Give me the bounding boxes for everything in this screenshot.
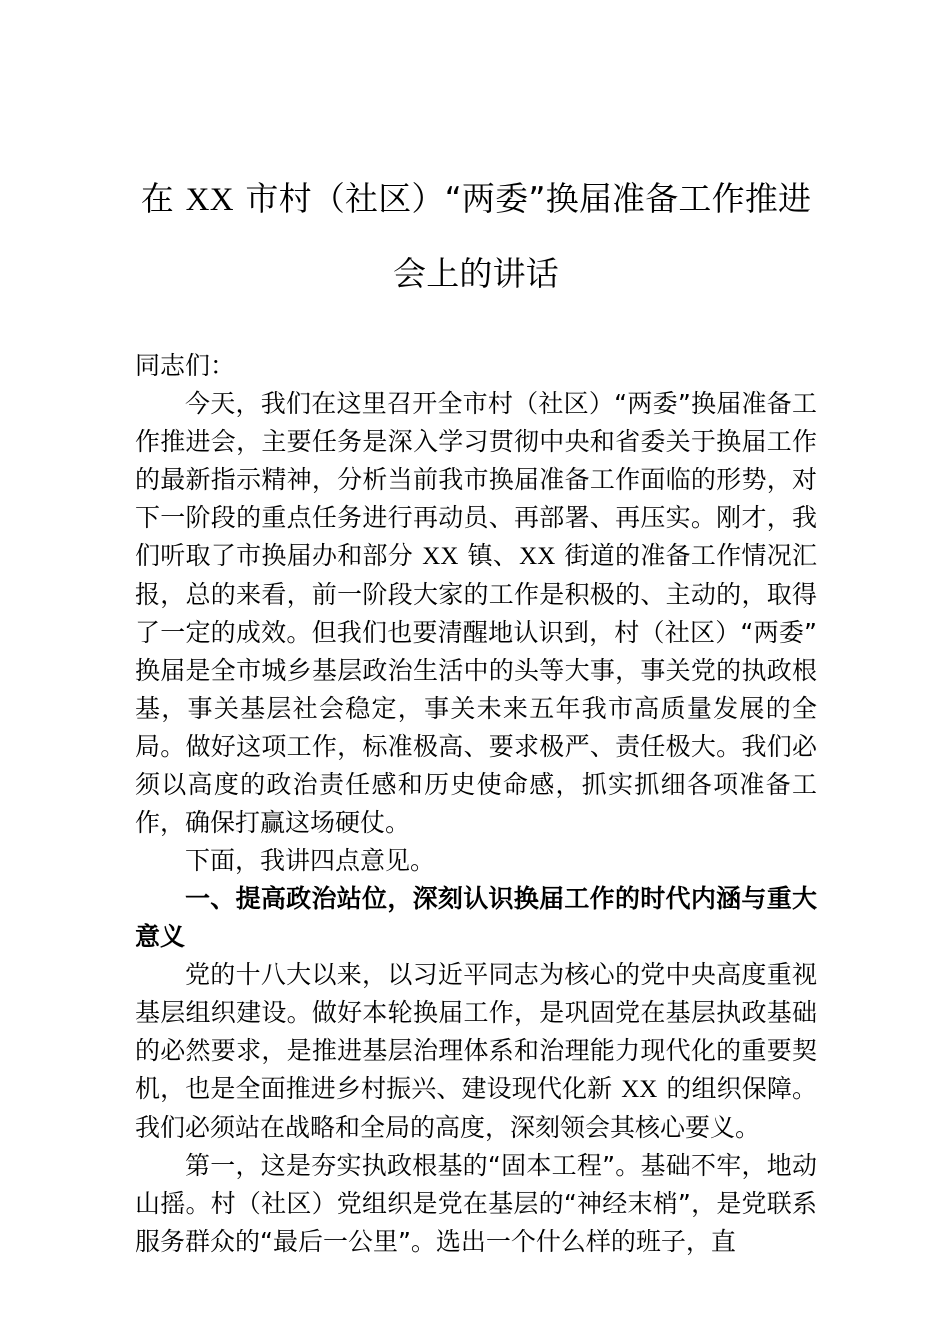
paragraph-opening-remarks: 今天，我们在这里召开全市村（社区）“两委”换届准备工作推进会，主要任务是深入学习贯彻中央和省委关于换届工作的最新指示精神，分析当前我市换届准备工作面临的形势，对下一阶段的重点任务进行再动员、再部署、再压实。刚才，我们听取了市换届办和部分 XX 镇、XX 街道的准备工作情况汇报，总的来看，前一阶段大家的工作是积极的、主动的，取得了一定的成效。但我们也要清醒地认识到，村（社区）“两委”换届是全市城乡基层政治生活中的头等大事，事关党的执政根基，事关基层社会稳定，事关未来五年我市高质量发展的全局。做好这项工作，标准极高、要求极严、责任极大。我们必须以高度的政治责任感和历史使命感，抓实抓细各项准备工作，确保打赢这场硬仗。 (135, 389, 817, 837)
salutation: 同志们： (135, 351, 236, 380)
latin-run: XX (185, 182, 234, 218)
paragraph-four-points-intro: 下面，我讲四点意见。 (185, 846, 436, 875)
page-content-area (135, 0, 817, 1261)
latin-run: XX (519, 543, 556, 570)
latin-run: XX (621, 1076, 658, 1103)
paragraph-section-one-body: 党的十八大以来，以习近平同志为核心的党中央高度重视基层组织建设。做好本轮换届工作，是巩固党在基层执政基础的必然要求，是推进基层治理体系和治理能力现代化的重要契机，也是全面推进乡村振兴、建设现代化新 XX 的组织保障。我们必须站在战略和全局的高度，深刻领会其核心要义。 (135, 960, 817, 1142)
document-title: 在 XX 市村（社区）“两委”换届准备工作推进会上的讲话 (140, 179, 812, 293)
latin-run: XX (422, 543, 459, 570)
paragraph-point-first: 第一，这是夯实执政根基的“固本工程”。基础不牢，地动山摇。村（社区）党组织是党在基层的“神经末梢”，是党联系服务群众的“最后一公里”。选出一个什么样的班子，直 (135, 1151, 817, 1256)
section-heading-one: 一、提高政治站位，深刻认识换届工作的时代内涵与重大意义 (135, 884, 817, 951)
